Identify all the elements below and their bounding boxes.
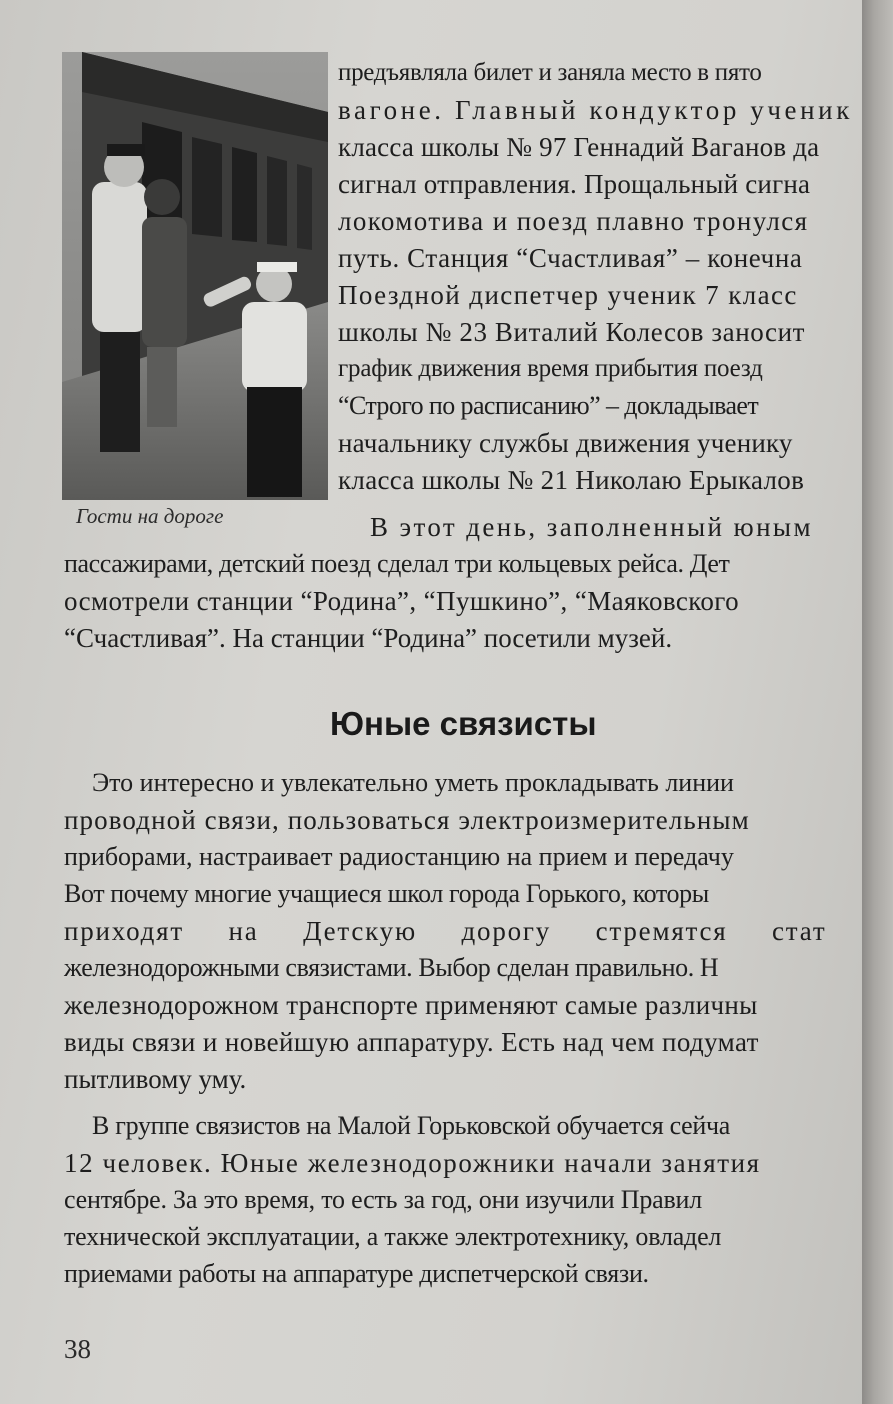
photo-caption: Гости на дороге — [76, 504, 224, 528]
text-line: В этот день, заполненный юным — [370, 512, 813, 542]
text-line: путь. Станция “Счастливая” – конечна — [338, 243, 803, 273]
text-line: проводной связи, пользоваться электроизмерительным — [64, 805, 750, 835]
text-line: класса школы № 21 Николаю Ерыкалов — [338, 465, 805, 495]
train-photo-image — [62, 52, 328, 500]
text-line: класса школы № 97 Геннадий Ваганов да — [338, 132, 820, 162]
section-heading: Юные связисты — [330, 705, 597, 742]
text-line: технической эксплуатации, а также электротехнику, овладел — [64, 1222, 722, 1251]
text-line: В группе связистов на Малой Горьковской обучается сейча — [92, 1111, 731, 1140]
page-edge — [862, 0, 893, 1404]
text-line: осмотрели станции “Родина”, “Пушкино”, “Маяковского — [64, 586, 740, 616]
text-line: график движения время прибытия поезд — [338, 355, 763, 382]
text-line: пассажирами, детский поезд сделал три кольцевых рейса. Дет — [64, 549, 730, 578]
text-line: сентябре. За это время, то есть за год, они изучили Правил — [64, 1185, 703, 1214]
text-line: школы № 23 Виталий Колесов заносит — [338, 317, 806, 347]
text-line: приемами работы на аппаратуре диспетчерской связи. — [64, 1259, 649, 1288]
page-number: 38 — [64, 1334, 91, 1364]
text-line: начальнику службы движения ученику — [338, 428, 793, 458]
text-line: Это интересно и увлекательно уметь прокладывать линии — [92, 768, 734, 797]
text-line: “Счастливая”. На станции “Родина” посетили музей. — [64, 623, 673, 653]
text-line: локомотива и поезд плавно тронулся — [338, 206, 809, 236]
text-line: Вот почему многие учащиеся школ города Горького, которы — [64, 879, 709, 908]
photo-children-at-train — [62, 52, 328, 500]
text-line: “Строго по расписанию” – докладывает — [338, 391, 759, 420]
text-line: 12 человек. Юные железнодорожники начали занятия — [64, 1148, 761, 1178]
text-line: Поездной диспетчер ученик 7 класс — [338, 280, 798, 310]
text-line: предъявляла билет и заняла место в пято — [338, 59, 762, 86]
text-line: приходят на Детскую дорогу стремятся стат — [64, 916, 827, 946]
text-line: вагоне. Главный кондуктор ученик — [338, 95, 853, 125]
text-line: сигнал отправления. Прощальный сигна — [338, 169, 811, 199]
text-line: железнодорожном транспорте применяют самые различны — [64, 990, 758, 1020]
text-line: виды связи и новейшую аппаратуру. Есть над чем подумат — [64, 1027, 759, 1057]
text-line: железнодорожными связистами. Выбор сделан правильно. Н — [64, 953, 719, 982]
text-line: пытливому уму. — [64, 1064, 247, 1094]
text-line: приборами, настраивает радиостанцию на прием и передачу — [64, 842, 734, 871]
